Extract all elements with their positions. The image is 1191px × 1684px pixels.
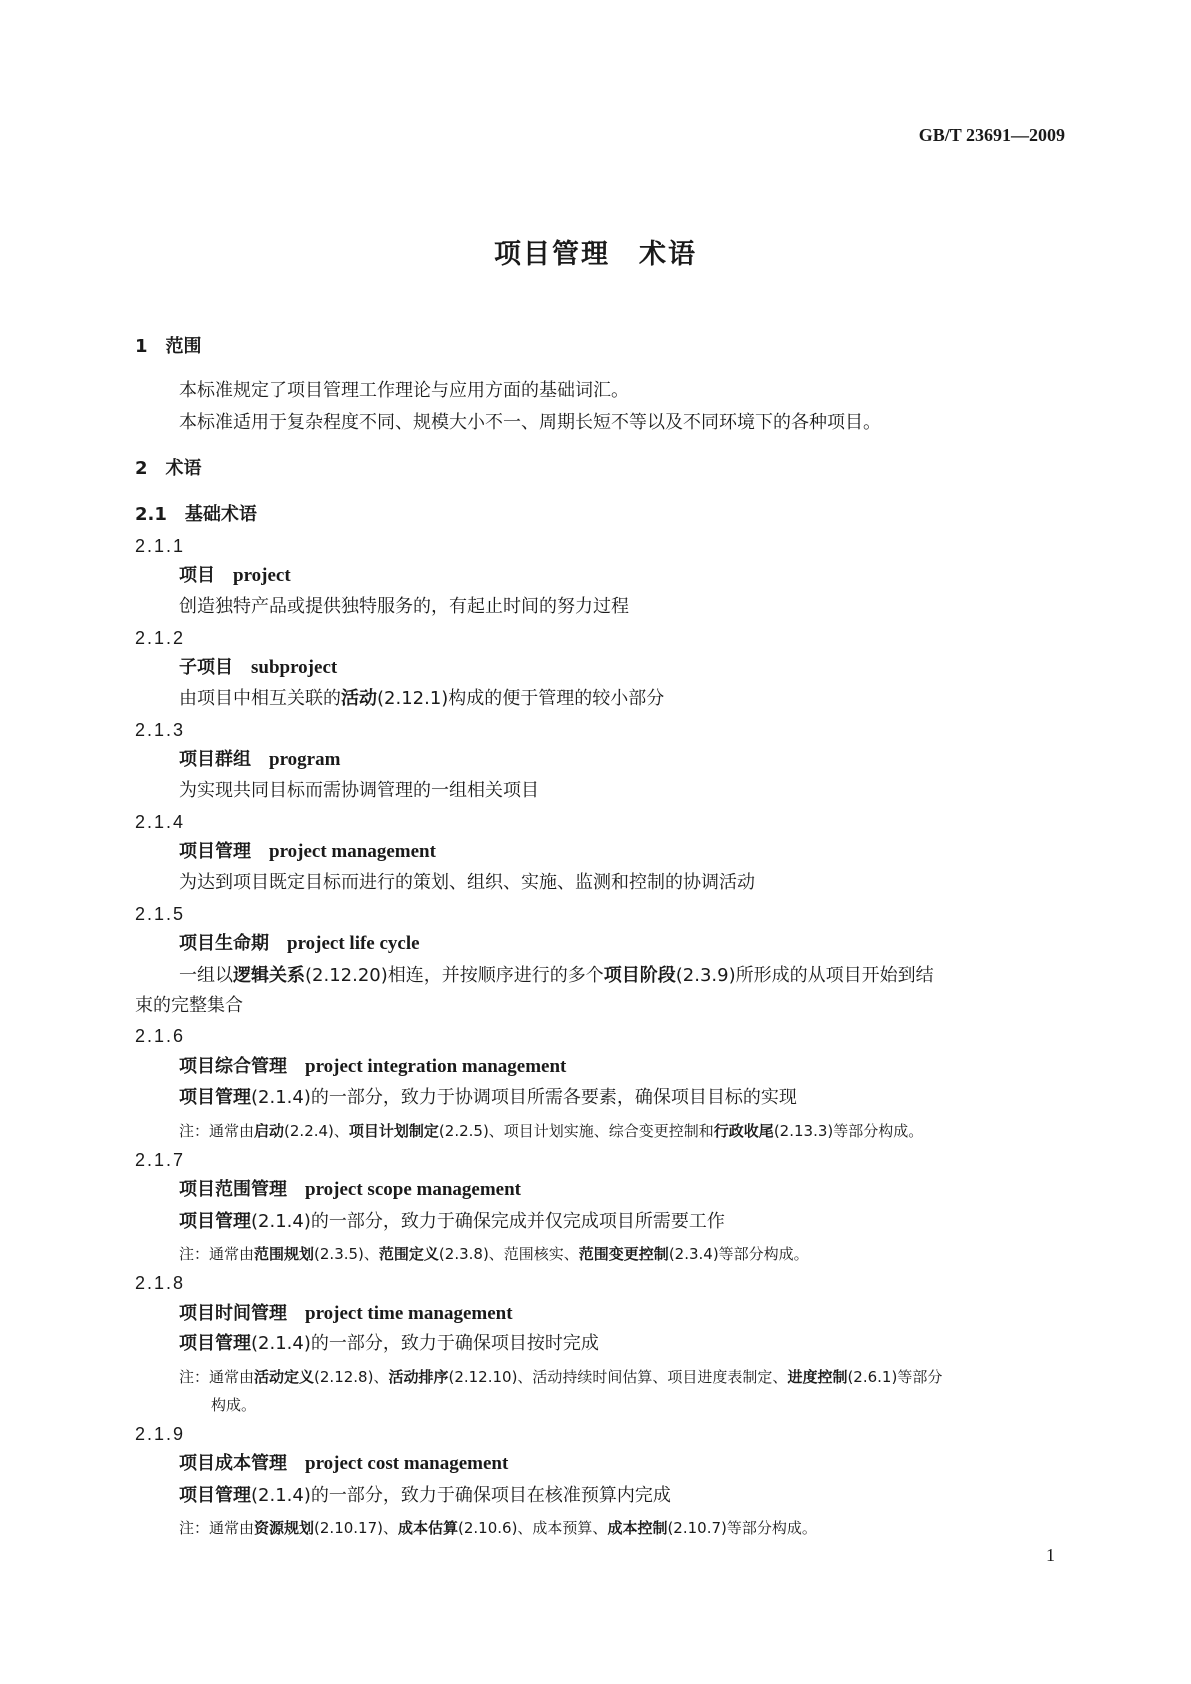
- text-segment: (2.10.7)等部分构成。: [667, 1519, 817, 1537]
- text-segment: 创造独特产品或提供独特服务的，有起止时间的努力过程: [179, 596, 629, 617]
- term-english: project scope management: [305, 1179, 521, 1200]
- text-segment: (2.12.20)相连，并按顺序进行的多个: [305, 965, 604, 986]
- section-heading: [135, 499, 257, 531]
- text-segment: [233, 657, 251, 678]
- term-text: [179, 836, 436, 868]
- term-bold: 行政收尾: [713, 1122, 774, 1140]
- term-text: [179, 960, 934, 992]
- term-text: [179, 1480, 671, 1512]
- term-bold: 成本估算: [398, 1519, 459, 1537]
- page-title: 项目管理 术语: [494, 239, 697, 270]
- text-segment: (2.1.4)的一部分，致力于确保完成并仅完成项目所需要工作: [251, 1211, 725, 1232]
- term-number: [135, 898, 185, 930]
- text-segment: [215, 565, 233, 586]
- term-english: project integration management: [305, 1056, 567, 1077]
- text-segment: 构成。: [211, 1396, 257, 1414]
- term-number: [135, 714, 185, 746]
- term-bold: 1 范围: [135, 336, 202, 357]
- term-english: project life cycle: [287, 933, 420, 954]
- term-english: project management: [269, 841, 436, 862]
- term-bold: 活动: [341, 688, 377, 709]
- term-number: [135, 1418, 185, 1450]
- term-bold: 项目管理: [179, 1333, 251, 1354]
- text-segment: (2.13.3)等部分构成。: [773, 1122, 924, 1140]
- term-bold: 成本控制: [607, 1519, 668, 1537]
- term-bold: 2 术语: [135, 458, 202, 479]
- text-segment: 2.1.7: [135, 1150, 186, 1170]
- term-english: project: [233, 565, 291, 586]
- term-bold: 范围定义: [378, 1245, 439, 1263]
- term-bold: 项目计划制定: [348, 1122, 439, 1140]
- text-segment: 由项目中相互关联的: [179, 688, 341, 709]
- text-segment: (2.2.4)、: [284, 1122, 349, 1140]
- term-text: [179, 375, 629, 407]
- term-text: [179, 928, 420, 960]
- text-segment: (2.12.8)、: [314, 1368, 389, 1386]
- standard-code: GB/T 23691—2009: [918, 125, 1065, 145]
- section-heading: [135, 453, 202, 485]
- term-text: [179, 1206, 725, 1238]
- text-segment: 注：通常由: [179, 1519, 255, 1537]
- term-text: [179, 407, 881, 439]
- note-text: [179, 1361, 942, 1393]
- term-bold: 项目范围管理: [179, 1179, 287, 1200]
- term-text: [179, 1448, 508, 1480]
- term-bold: 逻辑关系: [233, 965, 305, 986]
- text-segment: 一组以: [179, 965, 233, 986]
- text-segment: [251, 749, 269, 770]
- text-segment: (2.10.6)、成本预算、: [458, 1519, 608, 1537]
- text-segment: [287, 1303, 305, 1324]
- term-number: [135, 1020, 185, 1052]
- term-bold: 项目时间管理: [179, 1303, 287, 1324]
- term-bold: 项目阶段: [603, 965, 676, 986]
- page-number: 1: [1046, 1545, 1055, 1565]
- term-bold: 资源规划: [254, 1519, 315, 1537]
- text-segment: [287, 1453, 305, 1474]
- term-text: [179, 591, 629, 623]
- text-segment: (2.3.5)、: [314, 1245, 379, 1263]
- term-text: [179, 560, 291, 592]
- section-heading: [135, 331, 202, 363]
- term-english: project time management: [305, 1303, 513, 1324]
- text-segment: 注：通常由: [179, 1122, 255, 1140]
- term-bold: 启动: [254, 1122, 285, 1140]
- text-segment: (2.6.1)等部分: [847, 1368, 943, 1386]
- text-segment: (2.3.9)所形成的从项目开始到结: [675, 965, 934, 986]
- text-segment: (2.12.10)、活动持续时间估算、项目进度表制定、: [448, 1368, 788, 1386]
- term-bold: 范围规划: [254, 1245, 315, 1263]
- term-bold: 项目管理: [179, 841, 251, 862]
- text-segment: 2.1.3: [135, 720, 186, 740]
- text-segment: [251, 841, 269, 862]
- text-segment: 本标准规定了项目管理工作理论与应用方面的基础词汇。: [179, 380, 629, 401]
- term-english: program: [269, 749, 341, 770]
- text-segment: 2.1.6: [135, 1026, 186, 1046]
- text-segment: 为达到项目既定目标而进行的策划、组织、实施、监测和控制的协调活动: [179, 872, 755, 893]
- term-bold: 活动排序: [388, 1368, 449, 1386]
- note-text: [179, 1238, 809, 1270]
- text-segment: 2.1.5: [135, 904, 186, 924]
- term-number: [135, 1267, 185, 1299]
- term-text: [179, 1174, 521, 1206]
- term-english: project cost management: [305, 1453, 509, 1474]
- term-text: [179, 652, 337, 684]
- text-segment: 2.1.4: [135, 812, 186, 832]
- text-segment: (2.3.8)、范围核实、: [438, 1245, 579, 1263]
- term-bold: 项目生命期: [179, 933, 269, 954]
- term-text: [179, 683, 664, 715]
- term-bold: 范围变更控制: [578, 1245, 669, 1263]
- text-segment: 2.1.9: [135, 1424, 186, 1444]
- term-english: subproject: [251, 657, 338, 678]
- term-text-continued: [135, 990, 243, 1022]
- term-bold: 进度控制: [787, 1368, 848, 1386]
- term-bold: 项目群组: [179, 749, 251, 770]
- term-text: [179, 775, 539, 807]
- term-text: [179, 1328, 599, 1360]
- term-bold: 项目管理: [179, 1087, 251, 1108]
- term-bold: 项目管理: [179, 1211, 251, 1232]
- text-segment: 2.1.2: [135, 628, 186, 648]
- text-segment: 注：通常由: [179, 1245, 255, 1263]
- term-text: [179, 1051, 566, 1083]
- term-number: [135, 622, 185, 654]
- text-segment: [269, 933, 287, 954]
- text-segment: 2.1.1: [135, 536, 186, 556]
- term-number: [135, 1144, 185, 1176]
- text-segment: (2.2.5)、项目计划实施、综合变更控制和: [438, 1122, 714, 1140]
- term-text: [179, 744, 340, 776]
- term-number: [135, 806, 185, 838]
- text-segment: [287, 1056, 305, 1077]
- text-segment: 束的完整集合: [135, 995, 243, 1016]
- text-segment: (2.12.1)构成的便于管理的较小部分: [377, 688, 665, 709]
- text-segment: [287, 1179, 305, 1200]
- note-text: [179, 1512, 817, 1544]
- text-segment: (2.1.4)的一部分，致力于协调项目所需各要素，确保项目目标的实现: [251, 1087, 797, 1108]
- term-text: [179, 1082, 797, 1114]
- term-bold: 项目综合管理: [179, 1056, 287, 1077]
- note-text: [179, 1115, 923, 1147]
- note-text-continued: [211, 1389, 256, 1421]
- text-segment: 注：通常由: [179, 1368, 255, 1386]
- term-text: [179, 1298, 513, 1330]
- text-segment: (2.1.4)的一部分，致力于确保项目按时完成: [251, 1333, 599, 1354]
- term-bold: 2.1 基础术语: [135, 504, 257, 525]
- term-bold: 子项目: [179, 657, 233, 678]
- text-segment: (2.10.17)、: [314, 1519, 398, 1537]
- term-bold: 活动定义: [254, 1368, 315, 1386]
- term-bold: 项目成本管理: [179, 1453, 287, 1474]
- text-segment: 2.1.8: [135, 1273, 186, 1293]
- term-bold: 项目管理: [179, 1485, 251, 1506]
- term-number: [135, 530, 185, 562]
- term-bold: 项目: [179, 565, 215, 586]
- term-text: [179, 867, 755, 899]
- text-segment: (2.1.4)的一部分，致力于确保项目在核准预算内完成: [251, 1485, 671, 1506]
- text-segment: 本标准适用于复杂程度不同、规模大小不一、周期长短不等以及不同环境下的各种项目。: [179, 412, 881, 433]
- text-segment: (2.3.4)等部分构成。: [668, 1245, 809, 1263]
- text-segment: 为实现共同目标而需协调管理的一组相关项目: [179, 780, 539, 801]
